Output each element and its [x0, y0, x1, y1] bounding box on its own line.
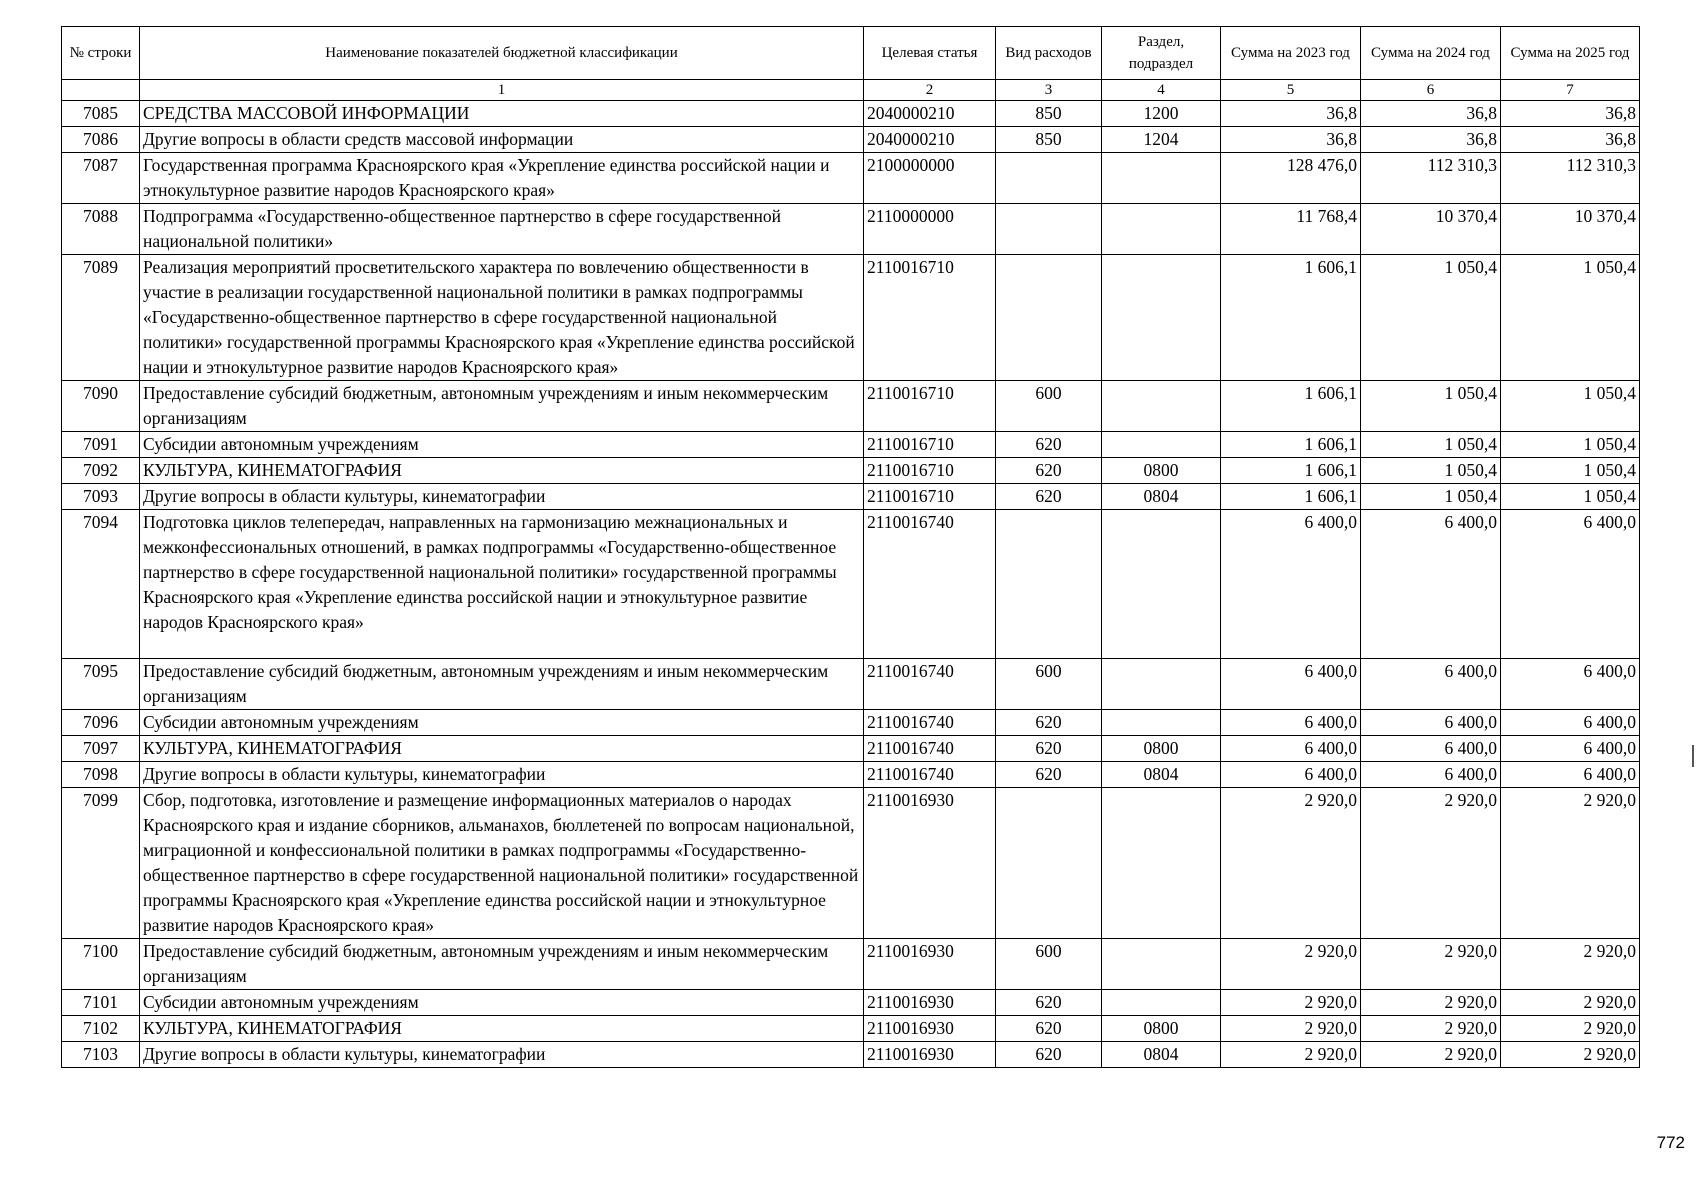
- amount-2025: 6 400,0: [1501, 510, 1640, 659]
- amount-2023: 1 606,1: [1221, 255, 1361, 381]
- header-section: Раздел, подраздел: [1102, 27, 1221, 80]
- amount-2024: 36,8: [1361, 101, 1501, 127]
- column-number: 6: [1361, 80, 1501, 101]
- amount-2023: 2 920,0: [1221, 939, 1361, 990]
- header-sum-2025: Сумма на 2025 год: [1501, 27, 1640, 80]
- expense-type-code: [996, 788, 1102, 939]
- amount-2024: 112 310,3: [1361, 153, 1501, 204]
- table-row: [62, 1042, 1640, 1068]
- target-article-code: 2110016930: [864, 1042, 996, 1068]
- column-number: 5: [1221, 80, 1361, 101]
- amount-2023: 1 606,1: [1221, 432, 1361, 458]
- target-article-code: 2110016740: [864, 710, 996, 736]
- row-number: 7103: [62, 1042, 140, 1068]
- amount-2025: 2 920,0: [1501, 1042, 1640, 1068]
- amount-2023: 6 400,0: [1221, 762, 1361, 788]
- amount-2023: 1 606,1: [1221, 458, 1361, 484]
- target-article-code: 2110016930: [864, 990, 996, 1016]
- budget-classification-table: [61, 26, 1640, 1068]
- row-number: 7097: [62, 736, 140, 762]
- expense-type-code: 620: [996, 432, 1102, 458]
- expense-type-code: 620: [996, 484, 1102, 510]
- target-article-code: 2100000000: [864, 153, 996, 204]
- indicator-name: Предоставление субсидий бюджетным, автономным учреждениям и иным некоммерческим организациям: [140, 659, 864, 710]
- section-code: [1102, 710, 1221, 736]
- amount-2023: 2 920,0: [1221, 990, 1361, 1016]
- section-code: [1102, 204, 1221, 255]
- target-article-code: 2040000210: [864, 127, 996, 153]
- amount-2023: 11 768,4: [1221, 204, 1361, 255]
- row-number: 7102: [62, 1016, 140, 1042]
- amount-2025: 2 920,0: [1501, 939, 1640, 990]
- indicator-name: Предоставление субсидий бюджетным, автономным учреждениям и иным некоммерческим организациям: [140, 381, 864, 432]
- expense-type-code: 600: [996, 659, 1102, 710]
- table-row: [62, 788, 1640, 939]
- target-article-code: 2110016710: [864, 458, 996, 484]
- target-article-code: 2110016740: [864, 510, 996, 659]
- amount-2024: 6 400,0: [1361, 736, 1501, 762]
- table-row: [62, 939, 1640, 990]
- amount-2024: 6 400,0: [1361, 710, 1501, 736]
- amount-2025: 1 050,4: [1501, 432, 1640, 458]
- column-number: [62, 80, 140, 101]
- amount-2025: 2 920,0: [1501, 788, 1640, 939]
- amount-2024: 2 920,0: [1361, 788, 1501, 939]
- target-article-code: 2110016710: [864, 255, 996, 381]
- indicator-name: Другие вопросы в области культуры, кинематографии: [140, 762, 864, 788]
- expense-type-code: 620: [996, 762, 1102, 788]
- amount-2024: 6 400,0: [1361, 659, 1501, 710]
- column-number: 7: [1501, 80, 1640, 101]
- amount-2025: 1 050,4: [1501, 458, 1640, 484]
- page-number: 772: [1656, 1133, 1685, 1152]
- indicator-name: СРЕДСТВА МАССОВОЙ ИНФОРМАЦИИ: [140, 101, 864, 127]
- row-number: 7093: [62, 484, 140, 510]
- target-article-code: 2110016710: [864, 484, 996, 510]
- section-code: [1102, 788, 1221, 939]
- expense-type-code: [996, 255, 1102, 381]
- amount-2024: 1 050,4: [1361, 381, 1501, 432]
- table-row: [62, 204, 1640, 255]
- table-row: [62, 736, 1640, 762]
- section-code: 1200: [1102, 101, 1221, 127]
- column-number: 1: [140, 80, 864, 101]
- expense-type-code: 620: [996, 736, 1102, 762]
- header-row-no: № строки: [62, 27, 140, 80]
- amount-2025: 1 050,4: [1501, 381, 1640, 432]
- table-row: [62, 127, 1640, 153]
- amount-2023: 6 400,0: [1221, 710, 1361, 736]
- indicator-name: Реализация мероприятий просветительского характера по вовлечению общественности в участие в реализации государственной национальной политики в рамках подпрограммы «Государственно-общественное партнерство в сфере государственной национальной политики» государственной программы Красноярского края «Укрепление единства российской нации и этнокультурное развитие народов Красноярского края»: [140, 255, 864, 381]
- expense-type-code: 850: [996, 127, 1102, 153]
- table-row: [62, 762, 1640, 788]
- amount-2024: 6 400,0: [1361, 762, 1501, 788]
- section-code: [1102, 153, 1221, 204]
- amount-2025: 6 400,0: [1501, 762, 1640, 788]
- row-number: 7099: [62, 788, 140, 939]
- section-code: 0800: [1102, 1016, 1221, 1042]
- header-sum-2023: Сумма на 2023 год: [1221, 27, 1361, 80]
- expense-type-code: 600: [996, 939, 1102, 990]
- table-row: [62, 510, 1640, 659]
- indicator-name: КУЛЬТУРА, КИНЕМАТОГРАФИЯ: [140, 736, 864, 762]
- target-article-code: 2110000000: [864, 204, 996, 255]
- row-number: 7092: [62, 458, 140, 484]
- amount-2023: 6 400,0: [1221, 510, 1361, 659]
- amount-2024: 2 920,0: [1361, 1042, 1501, 1068]
- section-code: 1204: [1102, 127, 1221, 153]
- table-row: [62, 153, 1640, 204]
- target-article-code: 2110016710: [864, 381, 996, 432]
- table-row: [62, 1016, 1640, 1042]
- section-code: 0804: [1102, 1042, 1221, 1068]
- section-code: [1102, 381, 1221, 432]
- table-body: [62, 101, 1640, 1068]
- header-expense-type: Вид расходов: [996, 27, 1102, 80]
- amount-2023: 2 920,0: [1221, 1016, 1361, 1042]
- row-number: 7101: [62, 990, 140, 1016]
- indicator-name: Субсидии автономным учреждениям: [140, 432, 864, 458]
- amount-2024: 2 920,0: [1361, 990, 1501, 1016]
- expense-type-code: 620: [996, 1016, 1102, 1042]
- indicator-name: Государственная программа Красноярского края «Укрепление единства российской нации и этнокультурное развитие народов Красноярского края»: [140, 153, 864, 204]
- row-number: 7096: [62, 710, 140, 736]
- table-row: [62, 659, 1640, 710]
- row-number: 7085: [62, 101, 140, 127]
- amount-2023: 1 606,1: [1221, 484, 1361, 510]
- amount-2023: 36,8: [1221, 127, 1361, 153]
- section-code: [1102, 990, 1221, 1016]
- amount-2023: 128 476,0: [1221, 153, 1361, 204]
- section-code: [1102, 939, 1221, 990]
- amount-2025: 1 050,4: [1501, 255, 1640, 381]
- amount-2025: 112 310,3: [1501, 153, 1640, 204]
- section-code: [1102, 510, 1221, 659]
- column-number: 2: [864, 80, 996, 101]
- column-number: 3: [996, 80, 1102, 101]
- section-code: 0804: [1102, 762, 1221, 788]
- row-number: 7091: [62, 432, 140, 458]
- amount-2023: 2 920,0: [1221, 1042, 1361, 1068]
- row-number: 7089: [62, 255, 140, 381]
- indicator-name: Другие вопросы в области средств массовой информации: [140, 127, 864, 153]
- amount-2024: 36,8: [1361, 127, 1501, 153]
- indicator-name: КУЛЬТУРА, КИНЕМАТОГРАФИЯ: [140, 458, 864, 484]
- amount-2023: 36,8: [1221, 101, 1361, 127]
- expense-type-code: 620: [996, 458, 1102, 484]
- amount-2025: 36,8: [1501, 127, 1640, 153]
- section-code: 0800: [1102, 736, 1221, 762]
- amount-2023: 6 400,0: [1221, 736, 1361, 762]
- expense-type-code: 620: [996, 1042, 1102, 1068]
- table-row: [62, 381, 1640, 432]
- section-code: 0804: [1102, 484, 1221, 510]
- amount-2025: 6 400,0: [1501, 659, 1640, 710]
- row-number: 7094: [62, 510, 140, 659]
- column-number-row: [62, 80, 1640, 101]
- indicator-name: Другие вопросы в области культуры, кинематографии: [140, 484, 864, 510]
- table-row: [62, 255, 1640, 381]
- amount-2025: 6 400,0: [1501, 710, 1640, 736]
- row-number: 7088: [62, 204, 140, 255]
- indicator-name: КУЛЬТУРА, КИНЕМАТОГРАФИЯ: [140, 1016, 864, 1042]
- header-sum-2024: Сумма на 2024 год: [1361, 27, 1501, 80]
- table-row: [62, 710, 1640, 736]
- section-code: 0800: [1102, 458, 1221, 484]
- expense-type-code: [996, 510, 1102, 659]
- indicator-name: Подпрограмма «Государственно-общественное партнерство в сфере государственной национальной политики»: [140, 204, 864, 255]
- amount-2025: 6 400,0: [1501, 736, 1640, 762]
- amount-2024: 1 050,4: [1361, 255, 1501, 381]
- row-number: 7095: [62, 659, 140, 710]
- table-row: [62, 101, 1640, 127]
- section-code: [1102, 255, 1221, 381]
- amount-2024: 1 050,4: [1361, 484, 1501, 510]
- header-row: [62, 27, 1640, 80]
- header-target-article: Целевая статья: [864, 27, 996, 80]
- section-code: [1102, 432, 1221, 458]
- amount-2024: 6 400,0: [1361, 510, 1501, 659]
- indicator-name: Субсидии автономным учреждениям: [140, 990, 864, 1016]
- amount-2024: 2 920,0: [1361, 939, 1501, 990]
- expense-type-code: [996, 153, 1102, 204]
- table-row: [62, 458, 1640, 484]
- target-article-code: 2110016740: [864, 659, 996, 710]
- target-article-code: 2110016930: [864, 788, 996, 939]
- header-name: Наименование показателей бюджетной классификации: [140, 27, 864, 80]
- scan-mark: [1692, 745, 1694, 767]
- indicator-name: Субсидии автономным учреждениям: [140, 710, 864, 736]
- expense-type-code: [996, 204, 1102, 255]
- amount-2024: 2 920,0: [1361, 1016, 1501, 1042]
- table-row: [62, 432, 1640, 458]
- amount-2023: 6 400,0: [1221, 659, 1361, 710]
- amount-2023: 1 606,1: [1221, 381, 1361, 432]
- row-number: 7087: [62, 153, 140, 204]
- amount-2024: 10 370,4: [1361, 204, 1501, 255]
- row-number: 7100: [62, 939, 140, 990]
- table-row: [62, 484, 1640, 510]
- amount-2023: 2 920,0: [1221, 788, 1361, 939]
- row-number: 7086: [62, 127, 140, 153]
- indicator-name: Предоставление субсидий бюджетным, автономным учреждениям и иным некоммерческим организациям: [140, 939, 864, 990]
- target-article-code: 2110016740: [864, 762, 996, 788]
- row-number: 7098: [62, 762, 140, 788]
- amount-2025: 36,8: [1501, 101, 1640, 127]
- indicator-name: Другие вопросы в области культуры, кинематографии: [140, 1042, 864, 1068]
- expense-type-code: 620: [996, 710, 1102, 736]
- amount-2024: 1 050,4: [1361, 432, 1501, 458]
- expense-type-code: 600: [996, 381, 1102, 432]
- target-article-code: 2110016930: [864, 1016, 996, 1042]
- target-article-code: 2110016740: [864, 736, 996, 762]
- amount-2025: 2 920,0: [1501, 1016, 1640, 1042]
- column-number: 4: [1102, 80, 1221, 101]
- row-number: 7090: [62, 381, 140, 432]
- target-article-code: 2110016710: [864, 432, 996, 458]
- target-article-code: 2040000210: [864, 101, 996, 127]
- indicator-name: Сбор, подготовка, изготовление и размещение информационных материалов о народах Красноярского края и издание сборников, альманахов, бюллетеней по вопросам национальной, миграционной и конфессиональной политики в рамках подпрограммы «Государственно-общественное партнерство в сфере государственной национальной политики» государственной программы Красноярского края «Укрепление единства российской нации и этнокультурное развитие народов Красноярского края»: [140, 788, 864, 939]
- expense-type-code: 620: [996, 990, 1102, 1016]
- amount-2025: 1 050,4: [1501, 484, 1640, 510]
- indicator-name: Подготовка циклов телепередач, направленных на гармонизацию межнациональных и межконфессиональных отношений, в рамках подпрограммы «Государственно-общественное партнерство в сфере государственной национальной политики» государственной программы Красноярского края «Укрепление единства российской нации и этнокультурное развитие народов Красноярского края»: [140, 510, 864, 659]
- expense-type-code: 850: [996, 101, 1102, 127]
- section-code: [1102, 659, 1221, 710]
- amount-2024: 1 050,4: [1361, 458, 1501, 484]
- table-header: [62, 27, 1640, 101]
- amount-2025: 2 920,0: [1501, 990, 1640, 1016]
- target-article-code: 2110016930: [864, 939, 996, 990]
- table-row: [62, 990, 1640, 1016]
- amount-2025: 10 370,4: [1501, 204, 1640, 255]
